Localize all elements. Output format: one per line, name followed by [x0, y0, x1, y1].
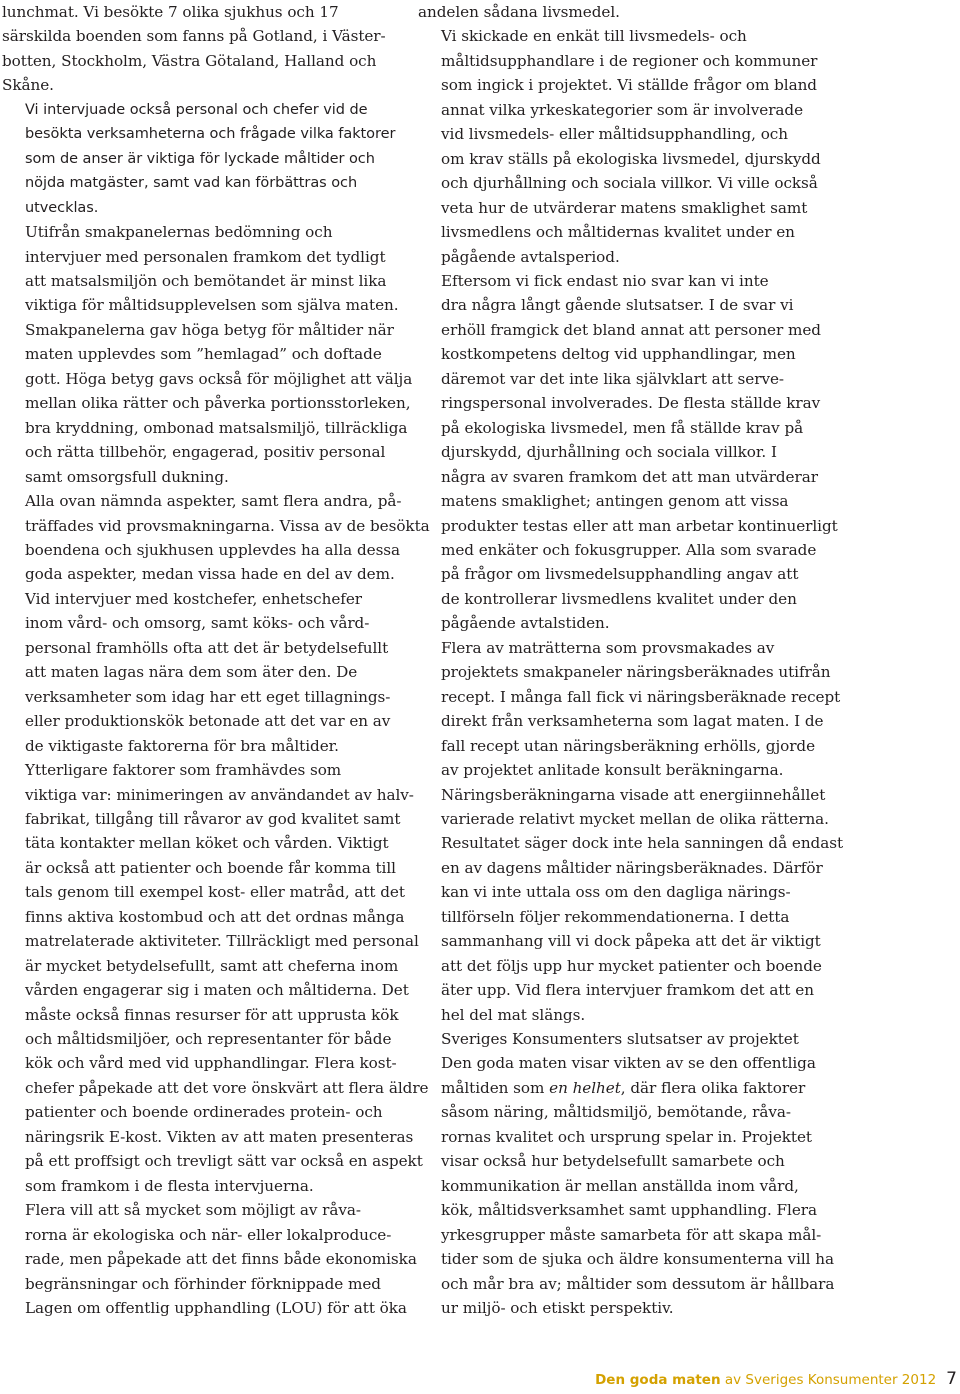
text-line: produkter testas eller att man arbetar kontinuerligt [441, 516, 838, 535]
text-line: utvecklas. [25, 199, 99, 216]
text-line: på ett proffsigt och trevligt sätt var också en aspekt [25, 1152, 423, 1171]
paragraph [2, 98, 396, 220]
text-line: vid livsmedels- eller måltidsupphandling, och [441, 125, 788, 144]
text-line: varierade relativt mycket mellan de olika rätterna. [441, 809, 829, 828]
text-line: tals genom till exempel kost- eller matråd, att det [25, 883, 405, 902]
text-line: veta hur de utvärderar matens smaklighet samt [441, 198, 808, 217]
text-line: särskilda boenden som fanns på Gotland, i Väster- [2, 27, 386, 46]
text-line: som ingick i projektet. Vi ställde frågor om bland [441, 76, 817, 95]
text-line: Vi skickade en enkät till livsmedels- och [441, 27, 747, 46]
footer-publication-title: Den goda maten [595, 1372, 721, 1388]
text-line: av projektet anlitade konsult beräkningarna. [441, 761, 784, 780]
text-line: som de anser är viktiga för lyckade måltider och [25, 150, 375, 167]
text-line: måste också finnas resurser för att upprusta kök [25, 1005, 399, 1024]
text-line: och måltidsmiljöer, och representanter för både [25, 1030, 392, 1049]
text-line: några av svaren framkom det att man utvärderar [441, 467, 818, 486]
text-line: äter upp. Vid flera intervjuer framkom det att en [441, 981, 814, 1000]
paragraph [2, 587, 391, 758]
page-footer [595, 1370, 957, 1389]
text-line: viktiga för måltidsupplevelsen som själva maten. [25, 296, 399, 315]
text-line: att det följs upp hur mycket patienter och boende [441, 956, 822, 975]
text-line: sammanhang vill vi dock påpeka att det är viktigt [441, 932, 821, 951]
text-line: näringsrik E-kost. Vikten av att maten presenteras [25, 1127, 414, 1146]
text-line: personal framhölls ofta att det är betydelsefullt [25, 638, 389, 657]
text-line: Eftersom vi fick endast nio svar kan vi inte [441, 271, 769, 290]
text-line: lunchmat. Vi besökte 7 olika sjukhus och 17 [2, 3, 339, 21]
text-line: träffades vid provsmakningarna. Vissa av de besökta [25, 516, 430, 535]
left-text-column [2, 0, 430, 1320]
text-line: hel del mat slängs. [441, 1005, 586, 1024]
text-line: nöjda matgäster, samt vad kan förbättras och [25, 175, 358, 192]
right-text-column [418, 0, 844, 1320]
text-line: Skåne. [2, 76, 54, 95]
text-line: de viktigaste faktorerna för bra måltider. [25, 736, 339, 755]
text-line: boendena och sjukhusen upplevdes ha alla dessa [25, 540, 401, 559]
text-line: Lagen om offentlig upphandling (LOU) för att öka [25, 1299, 407, 1318]
text-line: kök och vård med vid upphandlingar. Flera kost- [25, 1054, 397, 1073]
paragraph [2, 220, 413, 489]
text-line: botten, Stockholm, Västra Götaland, Halland och [2, 51, 377, 70]
text-line: projektets smakpaneler näringsberäknades utifrån [441, 663, 831, 682]
text-line: Flera av maträtterna som provsmakades av [441, 638, 775, 657]
text-line: ringspersonal involverades. De flesta ställde krav [441, 394, 821, 413]
text-line: andelen sådana livsmedel. [418, 3, 620, 21]
text-line: djurskydd, djurhållning och sociala villkor. I [441, 443, 777, 462]
text-line: kostkompetens deltog vid upphandlingar, men [441, 345, 796, 364]
text-line: måltiden som en helhet, där flera olika faktorer [441, 1078, 806, 1097]
text-line: och mår bra av; måltider som dessutom är hållbara [441, 1274, 835, 1293]
text-line: att maten lagas nära dem som äter den. De [25, 663, 358, 682]
text-line: bra kryddning, ombonad matsalsmiljö, tillräckliga [25, 418, 408, 437]
text-line: maten upplevdes som ”hemlagad” och doftade [25, 345, 382, 364]
text-line: Ytterligare faktorer som framhävdes som [25, 761, 342, 780]
text-line: kommunikation är mellan anställda inom vård, [441, 1176, 799, 1195]
text-line: patienter och boende ordinerades protein- och [25, 1103, 383, 1122]
text-line: inom vård- och omsorg, samt köks- och vård- [25, 614, 370, 633]
text-line: eller produktionskök betonade att det var en av [25, 712, 391, 731]
text-line: samt omsorgsfull dukning. [25, 467, 229, 486]
text-line: recept. I många fall fick vi näringsberäknade recept [441, 687, 841, 706]
text-fragment: , där flera olika faktorer [620, 1078, 806, 1097]
text-line: goda aspekter, medan vissa hade en del av dem. [25, 565, 395, 584]
text-line: viktiga var: minimeringen av användandet av halv- [25, 785, 414, 804]
text-line: vården engagerar sig i maten och måltiderna. Det [25, 981, 409, 1000]
paragraph [418, 0, 810, 24]
text-line: fall recept utan näringsberäkning erhölls, gjorde [441, 736, 816, 755]
paragraph [2, 1198, 417, 1320]
text-line: och djurhållning och sociala villkor. Vi ville också [441, 174, 818, 193]
text-line: måltidsupphandlare i de regioner och kommuner [441, 51, 818, 70]
text-line: är också att patienter och boende får komma till [25, 858, 396, 877]
paragraph [418, 1027, 835, 1320]
text-line: och rätta tillbehör, engagerad, positiv personal [25, 443, 386, 462]
text-line: annat vilka yrkeskategorier som är involverade [441, 100, 804, 119]
text-line: Flera vill att så mycket som möjligt av råva- [25, 1201, 361, 1220]
text-line: gott. Höga betyg gavs också för möjlighet att välja [25, 369, 413, 388]
text-line: Sveriges Konsumenters slutsatser av projektet [441, 1030, 799, 1049]
page-number: 7 [946, 1369, 957, 1389]
emphasized-phrase: en helhet [549, 1078, 621, 1097]
text-line: om krav ställs på ekologiska livsmedel, djurskydd [441, 149, 821, 168]
text-line: på frågor om livsmedelsupphandling angav att [441, 565, 799, 584]
text-line: Utifrån smakpanelernas bedömning och [25, 223, 333, 242]
text-line: chefer påpekade att det vore önskvärt att flera äldre [25, 1078, 429, 1097]
footer-publisher: av Sveriges Konsumenter 2012 [720, 1372, 937, 1388]
text-line: kan vi inte uttala oss om den dagliga närings- [441, 883, 791, 902]
text-line: är mycket betydelsefullt, samt att cheferna inom [25, 956, 399, 975]
text-line: verksamheter som idag har ett eget tillagnings- [25, 687, 391, 706]
text-line: besökta verksamheterna och frågade vilka faktorer [25, 126, 396, 143]
text-line: pågående avtalsperiod. [441, 247, 620, 266]
text-line: mellan olika rätter och påverka portionsstorleken, [25, 394, 411, 413]
text-line: tider som de sjuka och äldre konsumenterna vill ha [441, 1250, 835, 1269]
paragraph [2, 489, 430, 587]
text-line: dra några långt gående slutsatser. I de svar vi [441, 296, 794, 315]
text-line: kök, måltidsverksamhet samt upphandling. Flera [441, 1201, 817, 1220]
text-line: Smakpanelerna gav höga betyg för måltider när [25, 320, 394, 339]
text-line: såsom näring, måltidsmiljö, bemötande, råva- [441, 1103, 791, 1122]
text-line: tillförseln följer rekommendationerna. I detta [441, 907, 790, 926]
text-line: täta kontakter mellan köket och vården. Viktigt [25, 834, 389, 853]
text-line: begränsningar och förhinder förknippade med [25, 1274, 381, 1293]
text-line: rorna är ekologiska och när- eller lokalproduce- [25, 1225, 392, 1244]
text-line: Vi intervjuade också personal och chefer vid de [25, 101, 368, 118]
text-line: däremot var det inte lika självklart att serve- [441, 369, 785, 388]
text-line: rornas kvalitet och ursprung spelar in. Projektet [441, 1127, 812, 1146]
text-line: ur miljö- och etiskt perspektiv. [441, 1299, 674, 1318]
text-line: med enkäter och fokusgrupper. Alla som svarade [441, 540, 817, 559]
text-line: fabrikat, tillgång till råvaror av god kvalitet samt [25, 809, 401, 828]
text-line: Resultatet säger dock inte hela sanningen då endast [441, 834, 844, 853]
paragraph [2, 0, 386, 98]
text-line: livsmedlens och måltidernas kvalitet under en [441, 223, 795, 242]
paragraph [418, 24, 821, 269]
text-line: intervjuer med personalen framkom det tydligt [25, 247, 386, 266]
paragraph [418, 636, 844, 1027]
text-line: finns aktiva kostombud och att det ordnas många [25, 907, 405, 926]
text-line: visar också hur betydelsefullt samarbete och [441, 1152, 785, 1171]
text-line: pågående avtalstiden. [441, 614, 610, 633]
text-line: Den goda maten visar vikten av se den offentliga [441, 1054, 816, 1073]
text-line: erhöll framgick det bland annat att personer med [441, 320, 821, 339]
text-line: de kontrollerar livsmedlens kvalitet under den [441, 589, 797, 608]
text-line: matrelaterade aktiviteter. Tillräckligt med personal [25, 932, 419, 951]
text-line: att matsalsmiljön och bemötandet är minst lika [25, 271, 387, 290]
text-line: som framkom i de flesta intervjuerna. [25, 1176, 314, 1195]
text-line: Alla ovan nämnda aspekter, samt flera andra, på- [25, 492, 402, 511]
paragraph [418, 269, 838, 636]
text-line: direkt från verksamheterna som lagat maten. I de [441, 712, 824, 731]
paragraph [2, 758, 429, 1198]
text-line: matens smaklighet; antingen genom att vissa [441, 492, 789, 511]
text-line: Vid intervjuer med kostchefer, enhetschefer [25, 589, 362, 608]
text-line: Näringsberäkningarna visade att energiinnehållet [441, 785, 826, 804]
text-line: en av dagens måltider näringsberäknades. Därför [441, 858, 823, 877]
text-line: yrkesgrupper måste samarbeta för att skapa mål- [441, 1225, 822, 1244]
text-line: på ekologiska livsmedel, men få ställde krav på [441, 418, 804, 437]
text-line: rade, men påpekade att det finns både ekonomiska [25, 1250, 417, 1269]
